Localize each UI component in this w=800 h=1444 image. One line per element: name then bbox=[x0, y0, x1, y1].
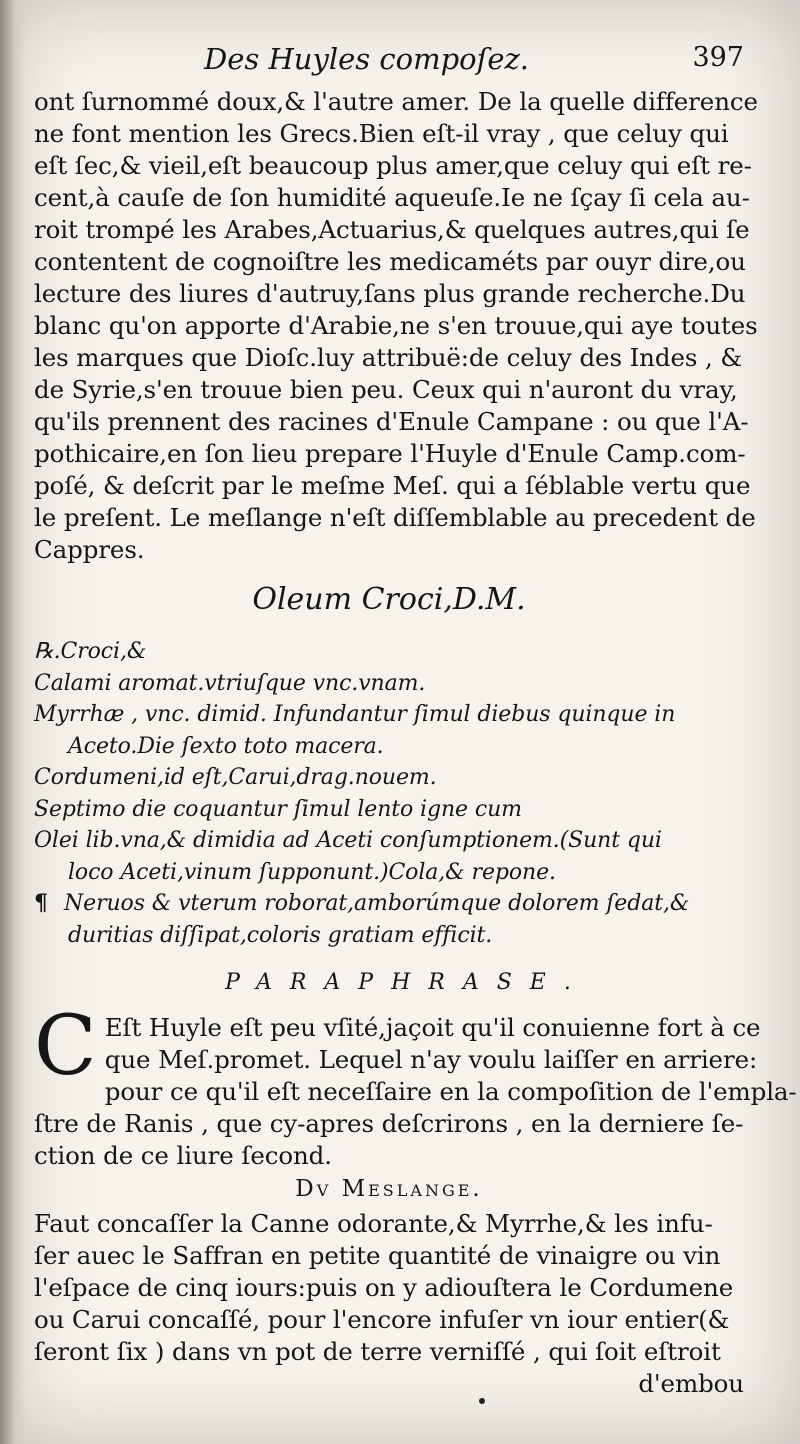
recipe-line: Calami aromat.vtriuſque vnc.vnam. bbox=[34, 670, 426, 696]
recipe-title: Oleum Croci,D.M. bbox=[252, 582, 526, 617]
recipe-line: Septimo die coquantur ſimul lento igne cum bbox=[34, 796, 522, 822]
text-line: Eſt Huyle eſt peu vſité,jaçoit qu'il conuienne fort à ce bbox=[104, 1013, 761, 1042]
text-line: ſer auec le Saffran en petite quantité de vinaigre ou vin bbox=[34, 1241, 721, 1270]
pilcrow-mark: ¶ bbox=[34, 890, 48, 916]
meslange-paragraph bbox=[34, 1208, 744, 1400]
recipe-line: Olei lib.vna,& dimidia ad Aceti conſumptionem.(Sunt qui bbox=[34, 828, 662, 853]
recipe-line: ℞.Croci,& bbox=[34, 639, 147, 664]
virtue-line bbox=[34, 888, 744, 920]
text-line: ſtre de Ranis , que cy-apres deſcrirons , en la derniere ſe- bbox=[34, 1109, 744, 1138]
text-line: l'eſpace de cinq iours:puis on y adiouſtera le Cordumene bbox=[34, 1273, 734, 1302]
recipe-line: loco Aceti,vinum ſupponunt.)Cola,& repone. bbox=[68, 859, 556, 885]
recipe-list bbox=[34, 636, 744, 951]
virtue-line: duritias diſſipat,coloris gratiam efficit. bbox=[68, 922, 493, 948]
catchword: d'embou bbox=[638, 1369, 744, 1398]
text-line: les marques que Dioſc.luy attribuë:de celuy des Indes , & bbox=[34, 343, 743, 372]
text-line: contentent de cognoiſtre les medicaméts par ouyr dire,ou bbox=[34, 247, 746, 276]
text-line: eſt ſec,& vieil,eſt beaucoup plus amer,que celuy qui eſt re- bbox=[34, 151, 752, 180]
drop-capital: C bbox=[34, 999, 97, 1094]
page-header bbox=[34, 42, 744, 82]
recipe-line: Cordumeni,id eſt,Carui,drag.nouem. bbox=[34, 765, 437, 790]
text-line: Faut concaſſer la Canne odorante,& Myrrhe,& les infu- bbox=[34, 1209, 713, 1238]
text-line: ne font mention les Grecs.Bien eſt-il vray , que celuy qui bbox=[34, 119, 729, 148]
text-line: blanc qu'on apporte d'Arabie,ne s'en trouue,qui aye toutes bbox=[34, 311, 758, 340]
paraphrase-heading: PARAPHRASE. bbox=[225, 970, 589, 995]
meslange-heading: Dv Meslange. bbox=[295, 1176, 483, 1202]
text-line: ont ſurnommé doux,& l'autre amer. De la quelle difference bbox=[34, 87, 758, 116]
text-line: poſé, & deſcrit par le meſme Meſ. qui a ſéblable vertu que bbox=[34, 471, 751, 500]
text-line: qu'ils prennent des racines d'Enule Campane : ou que l'A- bbox=[34, 407, 749, 436]
text-line: que Meſ.promet. Lequel n'ay voulu laiſſer en arriere: bbox=[104, 1045, 758, 1074]
opening-paragraph bbox=[34, 86, 758, 566]
text-line: pothicaire,en ſon lieu prepare l'Huyle d'Enule Camp.com- bbox=[34, 439, 746, 468]
text-line: roit trompé les Arabes,Actuarius,& quelques autres,qui ſe bbox=[34, 215, 750, 244]
text-line: ction de ce liure ſecond. bbox=[34, 1141, 332, 1170]
text-line: ſeront ſix ) dans vn pot de terre verniſſé , qui ſoit eſtroit bbox=[34, 1337, 721, 1366]
virtue-text: Neruos & vterum roborat,amborúmque dolorem ſedat,& bbox=[64, 891, 690, 916]
page-gutter-shadow bbox=[0, 0, 26, 1444]
text-line: pour ce qu'il eſt neceſſaire en la compoſition de l'empla- bbox=[104, 1077, 797, 1106]
recipe-line: Aceto.Die ſexto toto macera. bbox=[68, 733, 384, 759]
text-line: le preſent. Le meſlange n'eſt diſſemblable au precedent de bbox=[34, 503, 756, 532]
text-line: cent,à cauſe de ſon humidité aqueuſe.Ie ne ſçay ſi cela au- bbox=[34, 183, 750, 212]
text-line: ou Carui concaſſé, pour l'encore infuſer vn iour entier(& bbox=[34, 1305, 730, 1334]
text-line: de Syrie,s'en trouue bien peu. Ceux qui n'auront du vray, bbox=[34, 375, 738, 404]
text-line: Cappres. bbox=[34, 535, 145, 564]
ink-dot bbox=[479, 1398, 485, 1404]
running-title: Des Huyles compoſez. bbox=[204, 42, 530, 76]
recipe-line: Myrrhæ , vnc. dimid. Infundantur ſimul diebus quinque in bbox=[34, 702, 676, 727]
page-number: 397 bbox=[692, 42, 744, 73]
paraphrase-paragraph bbox=[34, 999, 797, 1172]
text-line: lecture des liures d'autruy,ſans plus grande recherche.Du bbox=[34, 279, 746, 308]
